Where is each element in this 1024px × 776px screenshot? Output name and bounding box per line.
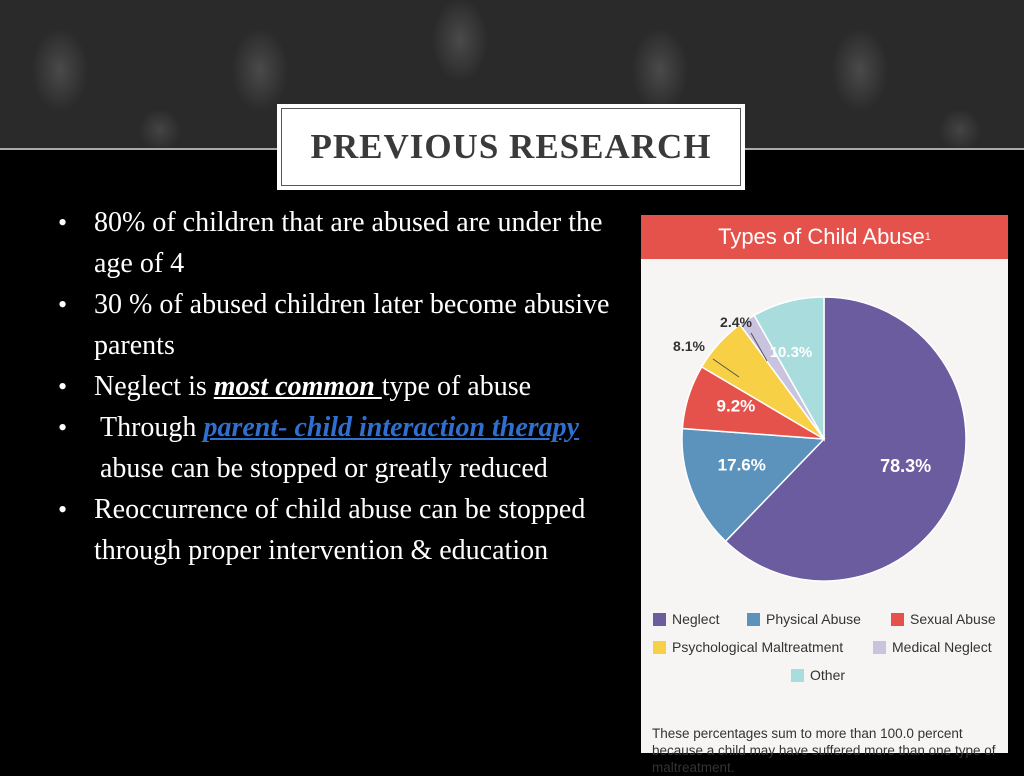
legend-item	[791, 667, 845, 683]
bullet-text: type of abuse	[381, 371, 532, 402]
therapy-link[interactable]: parent- child interaction therapy	[203, 412, 580, 443]
slide-title: PREVIOUS RESEARCH	[310, 127, 712, 166]
bullet-item	[58, 489, 618, 571]
legend-item	[747, 611, 861, 627]
emphasis-text: most common	[213, 371, 382, 402]
legend-item	[653, 611, 719, 627]
pie-value-label: 17.6%	[717, 455, 766, 475]
legend-label: Sexual Abuse	[910, 611, 996, 627]
legend-swatch	[653, 641, 666, 654]
legend-item	[891, 611, 996, 627]
legend-item	[873, 639, 992, 655]
chart-body	[641, 259, 1008, 775]
bullet-item	[58, 202, 618, 284]
pie-value-label: 2.4%	[720, 314, 752, 330]
legend-label: Other	[810, 667, 846, 683]
title-frame	[281, 108, 741, 186]
legend-swatch	[653, 613, 666, 626]
bullet-text: Reoccurrence of child abuse can be stopped through proper intervention & education	[94, 494, 586, 566]
pie-chart-panel	[641, 215, 1008, 775]
legend-label: Physical Abuse	[766, 611, 861, 627]
bullet-item	[58, 284, 618, 366]
bullet-text: 30 % of abused children later become abusive parents	[94, 289, 610, 361]
pie-chart	[641, 259, 1008, 599]
legend-swatch	[891, 613, 904, 626]
legend-swatch	[747, 613, 760, 626]
title-box	[277, 104, 745, 190]
pie-value-label: 8.1%	[673, 338, 705, 354]
bullet-item	[58, 407, 618, 489]
legend-swatch	[873, 641, 886, 654]
pie-value-label: 78.3%	[880, 455, 932, 476]
bullet-text: Neglect is	[94, 371, 214, 402]
legend-label: Medical Neglect	[892, 639, 992, 655]
pie-value-label: 10.3%	[769, 344, 813, 361]
bullet-text: abuse can be stopped or greatly reduced	[100, 453, 548, 484]
bullet-text: 80% of children that are abused are under the age of 4	[94, 207, 603, 279]
chart-title-bar	[641, 215, 1008, 259]
chart-title-footnote: 1	[924, 231, 931, 243]
legend-label: Neglect	[672, 611, 720, 627]
legend-label: Psychological Maltreatment	[672, 639, 844, 655]
bullet-text: Through	[100, 412, 204, 443]
pie-value-label: 9.2%	[716, 396, 756, 416]
legend-swatch	[791, 669, 804, 682]
chart-footnote: These percentages sum to more than 100.0 percent because a child may have suffered more than one type of maltreatment.	[652, 726, 996, 775]
bullet-list	[58, 202, 618, 571]
bullet-item	[58, 366, 618, 407]
legend-item	[653, 639, 843, 655]
chart-title: Types of Child Abuse	[718, 224, 925, 249]
